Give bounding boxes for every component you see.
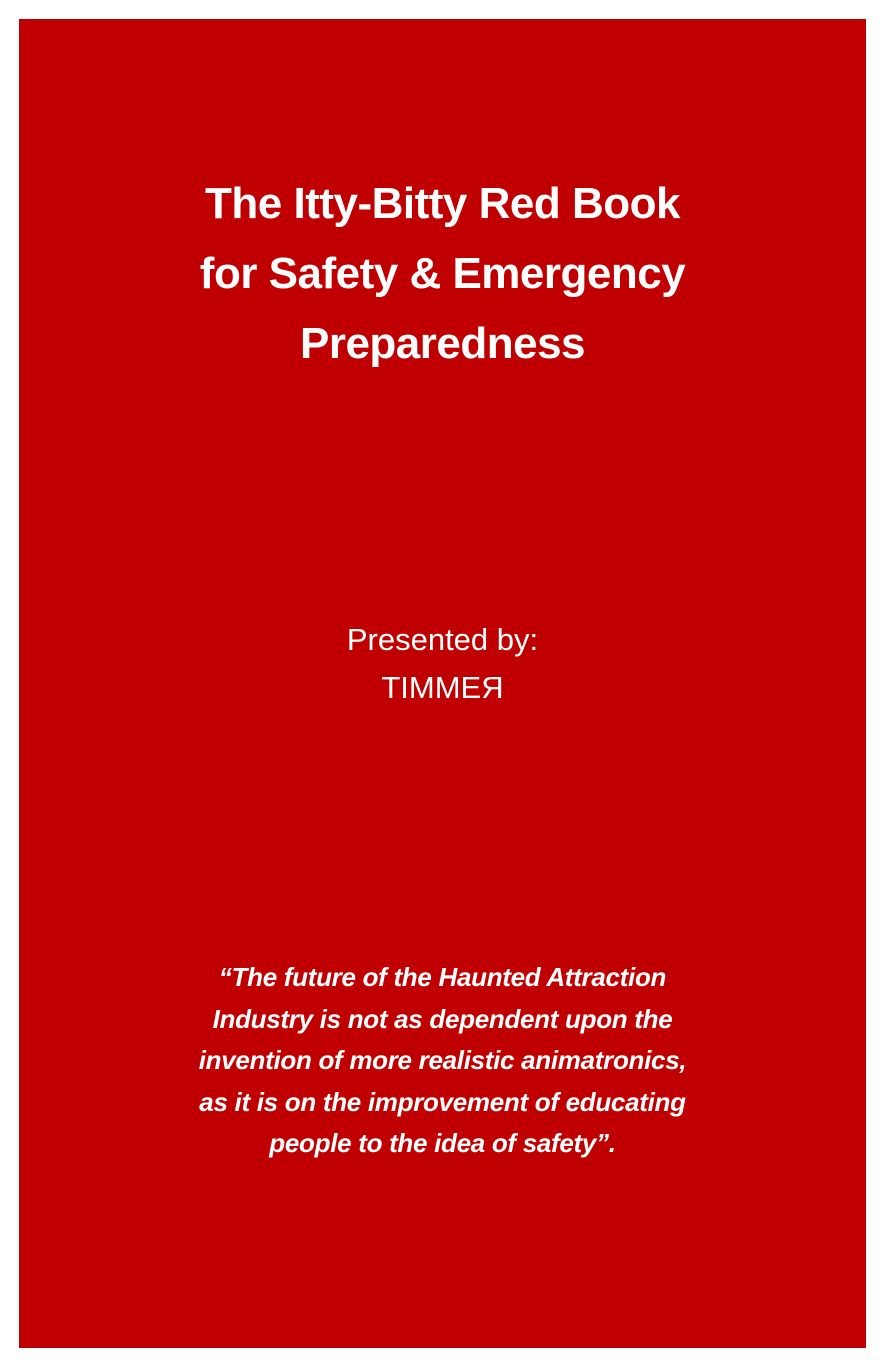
- safety-quote: [19, 957, 866, 1165]
- title-line: Preparedness: [299, 319, 586, 368]
- presenter-name: TIMMEЯ: [381, 670, 504, 705]
- title-line: for Safety & Emergency: [199, 249, 686, 298]
- book-cover: [19, 19, 866, 1348]
- quote-line: invention of more realistic animatronics,: [198, 1045, 687, 1075]
- book-title: [19, 169, 866, 379]
- presenter-label: Presented by:: [346, 622, 539, 657]
- quote-line: “The future of the Haunted Attraction: [218, 962, 667, 992]
- quote-line: as it is on the improvement of educating: [199, 1086, 686, 1117]
- quote-line: people to the idea of safety”.: [269, 1128, 616, 1158]
- quote-line: Industry is not as dependent upon the: [212, 1003, 673, 1034]
- title-line: The Itty-Bitty Red Book: [205, 179, 680, 228]
- presenter-block: [19, 616, 866, 712]
